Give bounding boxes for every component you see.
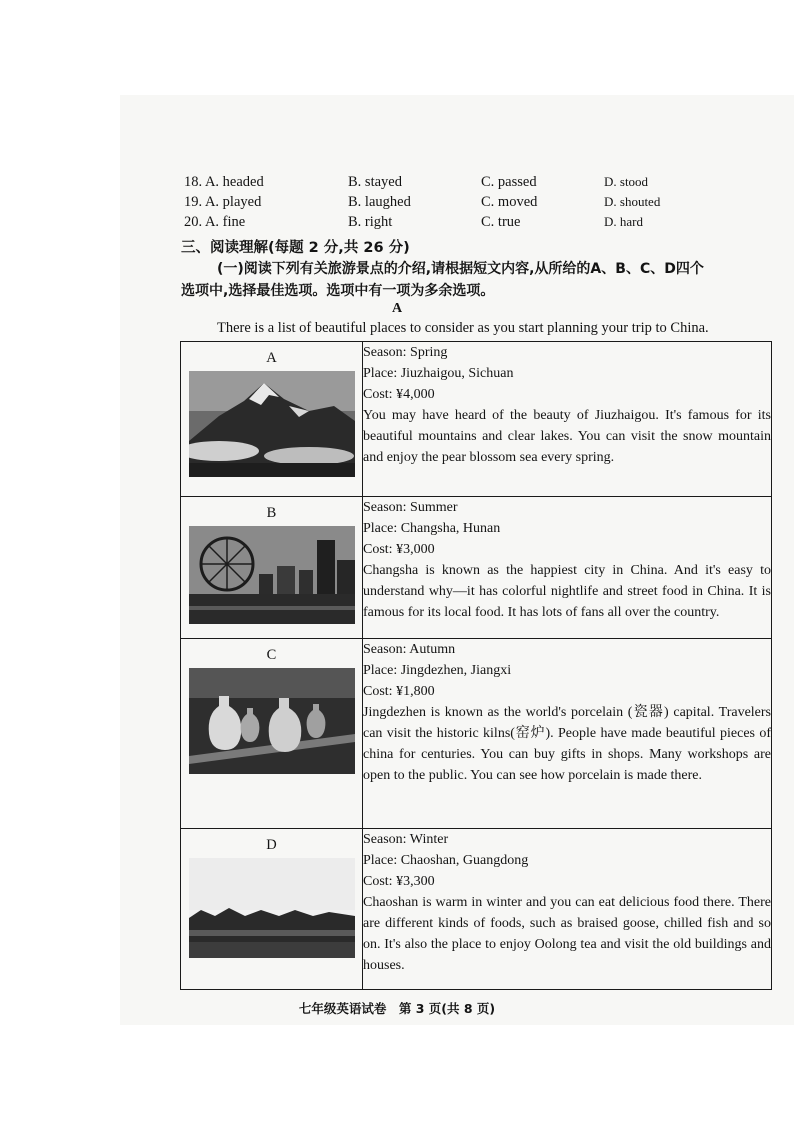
description: Jingdezhen is known as the world's porcelain (瓷器) capital. Travelers can visit the historic kilns(窑炉). People have made beautiful pieces of china for centuries. You can buy gifts in shops. Many workshops are open to the public. You can see how porcelain is made there. (363, 705, 771, 783)
instructions (181, 258, 773, 302)
place-letter: C (266, 647, 277, 663)
question-20-options (184, 214, 684, 234)
photo-cell (181, 829, 363, 990)
place-info (363, 829, 772, 990)
snow-mountain-photo (189, 371, 355, 477)
photo-cell (181, 497, 363, 639)
place-letter: D (266, 837, 277, 853)
place-letter: B (266, 505, 277, 521)
place-row-a (181, 342, 772, 497)
season: Season: Spring (363, 345, 448, 360)
description: Chaoshan is warm in winter and you can eat delicious food there. There are different kinds of foods, such as braised goose, chilled fish and so on. It's also the place to enjoy Oolong tea and visit the old buildings and houses. (363, 895, 771, 973)
option-a: 19. A. played (184, 194, 262, 210)
places-table (180, 341, 772, 990)
place-info (363, 639, 772, 829)
option-d: D. stood (604, 174, 649, 189)
question-19-options (184, 194, 684, 214)
section-title: 三、阅读理解(每题 2 分,共 26 分) (181, 240, 410, 256)
porcelain-vases-photo (189, 668, 355, 774)
cost: Cost: ¥1,800 (363, 684, 435, 699)
photo-cell (181, 342, 363, 497)
option-c: C. true (481, 214, 521, 230)
season: Season: Autumn (363, 642, 456, 657)
place: Place: Jingdezhen, Jiangxi (363, 663, 512, 678)
option-c: C. moved (481, 194, 538, 210)
instructions-line-2: 选项中,选择最佳选项。选项中有一项为多余选项。 (181, 283, 495, 299)
option-a: 18. A. headed (184, 174, 264, 190)
place: Place: Chaoshan, Guangdong (363, 853, 529, 868)
passage-intro: There is a list of beautiful places to consider as you start planning your trip to China. (217, 320, 709, 336)
old-buildings-photo (189, 858, 355, 958)
place-info (363, 342, 772, 497)
description: Changsha is known as the happiest city in China. And it's easy to understand why—it has colorful nightlife and street food in China. It is famous for its local food. It has lots of fans all over the country. (363, 563, 771, 620)
option-b: B. laughed (348, 194, 411, 210)
photo-cell (181, 639, 363, 829)
place-row-b (181, 497, 772, 639)
season: Season: Summer (363, 500, 458, 515)
place-info (363, 497, 772, 639)
option-d: D. hard (604, 214, 643, 229)
option-b: B. stayed (348, 174, 402, 190)
place: Place: Changsha, Hunan (363, 521, 501, 536)
page-footer: 七年级英语试卷 第 3 页(共 8 页) (298, 1001, 496, 1016)
place: Place: Jiuzhaigou, Sichuan (363, 366, 514, 381)
description: You may have heard of the beauty of Jiuzhaigou. It's famous for its beautiful mountains and clear lakes. You can visit the snow mountain and enjoy the pear blossom sea every spring. (363, 408, 771, 465)
passage-letter: A (391, 301, 403, 316)
instructions-line-1: (一)阅读下列有关旅游景点的介绍,请根据短文内容,从所给的A、B、C、D四个 (217, 261, 704, 277)
option-c: C. passed (481, 174, 537, 190)
cost: Cost: ¥4,000 (363, 387, 435, 402)
cost: Cost: ¥3,000 (363, 542, 435, 557)
city-ferris-wheel-photo (189, 526, 355, 624)
answer-options (184, 174, 684, 234)
season: Season: Winter (363, 832, 449, 847)
cost: Cost: ¥3,300 (363, 874, 435, 889)
place-letter: A (266, 350, 277, 366)
option-b: B. right (348, 214, 393, 230)
option-d: D. shouted (604, 194, 661, 209)
place-row-c (181, 639, 772, 829)
option-a: 20. A. fine (184, 214, 246, 230)
place-row-d (181, 829, 772, 990)
question-18-options (184, 174, 684, 194)
